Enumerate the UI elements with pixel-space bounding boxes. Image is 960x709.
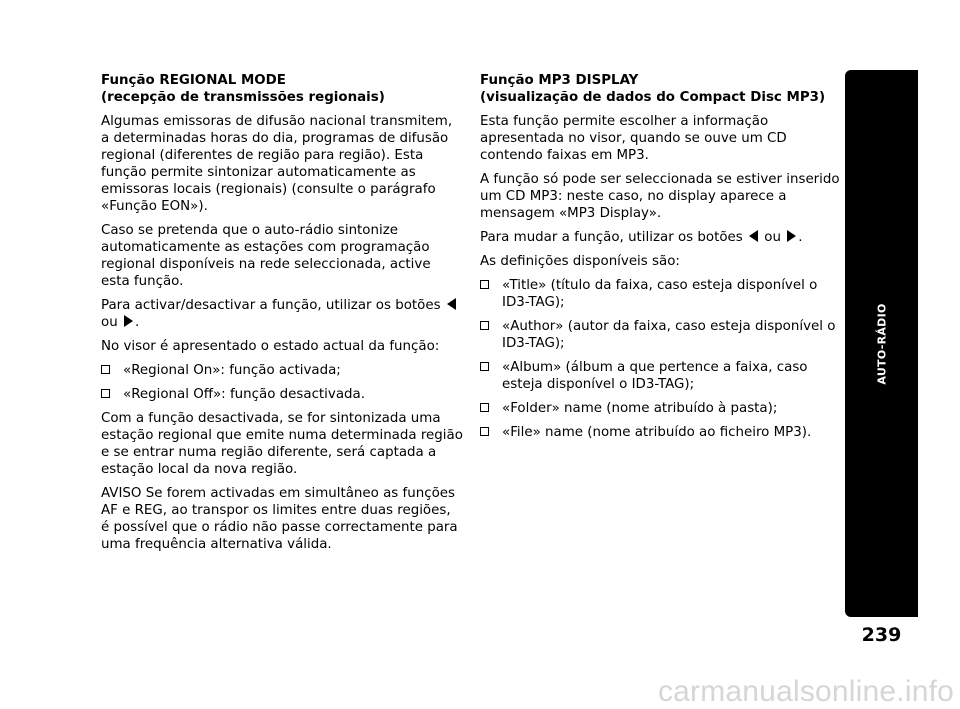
right-column [480,72,842,448]
paragraph-text: . [798,230,803,245]
list-item-text: «Regional Off»: função desactivada. [123,387,365,402]
paragraph: No visor é apresentado o estado actual da função: [101,339,440,354]
left-column [101,72,463,560]
heading-line: Função MP3 DISPLAY [480,73,639,88]
paragraph-text: ou [101,315,118,330]
paragraph: A função só pode ser seleccionada se estiver inserido um CD MP3: neste caso, no display aparece a mensagem «MP3 Display». [480,172,840,221]
paragraph: Algumas emissoras de difusão nacional transmitem, a determinadas horas do dia, programas de difusão regional (diferentes de região para região). Esta função permite sintonizar automaticamente as emissoras locais (regionais) (consulte o parágrafo «Função EON»). [101,114,453,214]
paragraph-text: Para activar/desactivar a função, utilizar os botões [101,298,441,313]
list-item-text: «Regional On»: função activada; [123,363,341,378]
paragraph-text: . [134,315,140,330]
paragraph: As definições disponíveis são: [480,254,680,269]
paragraph: Caso se pretenda que o auto-rádio sintonize automaticamente as estações com programação regional disponíveis na rede seleccionada, active esta função. [101,223,431,289]
list-item [480,277,842,311]
list-item [480,359,842,393]
list-item-text: «File» name (nome atribuído ao ficheiro MP3). [502,425,812,440]
side-tab-label: AUTO-RÁDIO [875,302,888,385]
paragraph: Com a função desactivada, se for sintonizada uma estação regional que emite numa determinada região e se entrar numa região diferente, será captada a estação local da nova região. [101,411,463,477]
checkbox-square-icon [101,389,110,398]
list-item [480,318,842,352]
checkbox-square-icon [480,362,489,371]
checkbox-square-icon [480,427,489,436]
paragraph: Esta função permite escolher a informação apresentada no visor, quando se ouve um CD contendo faixas em MP3. [480,114,787,163]
section-side-tab [845,70,918,617]
list-item [480,424,842,441]
triangle-right-icon [124,315,133,327]
heading-line: Função REGIONAL MODE [101,73,286,88]
section-heading-mp3-display [480,72,842,106]
page-number: 239 [861,624,902,646]
list-item-text: «Folder» name (nome atribuído à pasta); [502,401,778,416]
paragraph-warning: AVISO Se forem activadas em simultâneo as funções AF e REG, ao transpor os limites entre duas regiões, é possível que o rádio não passe correctamente para uma frequência alternativa válida. [101,486,458,552]
checkbox-square-icon [480,280,489,289]
list-item-text: «Album» (álbum a que pertence a faixa, caso esteja disponível o ID3-TAG); [502,360,808,392]
list-item-text: «Author» (autor da faixa, caso esteja disponível o ID3-TAG); [502,319,836,351]
list-item [101,386,463,403]
watermark: carmanualsonline.info [657,675,954,708]
heading-line: (recepção de transmissões regionais) [101,90,385,105]
checkbox-square-icon [480,403,489,412]
triangle-left-icon [749,230,758,242]
triangle-left-icon [447,298,456,310]
list-item-text: «Title» (título da faixa, caso esteja disponível o ID3-TAG); [502,278,818,310]
checkbox-square-icon [480,321,489,330]
section-heading-regional-mode [101,72,463,106]
triangle-right-icon [787,230,796,242]
paragraph-buttons [101,297,463,331]
checkbox-square-icon [101,365,110,374]
paragraph-text: Para mudar a função, utilizar os botões [480,230,743,245]
list-item [480,400,842,417]
list-item [101,362,463,379]
paragraph-text: ou [764,230,781,245]
paragraph-buttons [480,229,842,246]
heading-line: (visualização de dados do Compact Disc MP3) [480,90,826,105]
